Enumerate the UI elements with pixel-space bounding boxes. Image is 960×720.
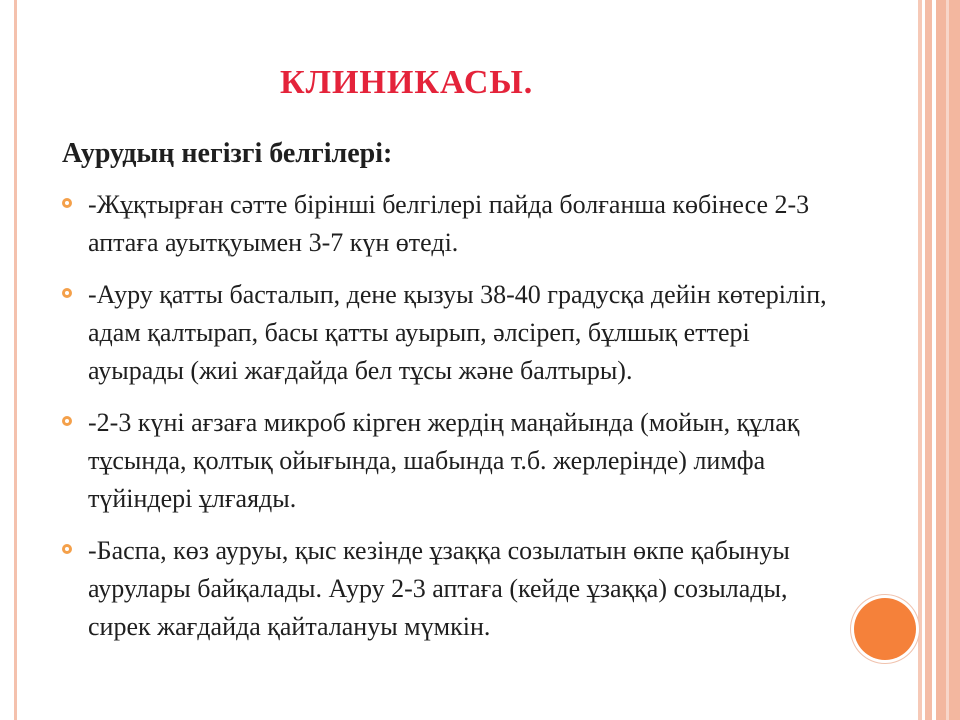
- hollow-circle-bullet-icon: [62, 416, 72, 426]
- bullet-list: [62, 186, 842, 660]
- bullet-item: [62, 186, 842, 262]
- bullet-text: -Баспа, көз ауруы, қыс кезінде ұзаққа созылатын өкпе қабынуы аурулары байқалады. Ауру 2-3 аптаға (кейде ұзаққа) созылады, сирек жағдайда қайталануы мүмкін.: [88, 536, 790, 641]
- bullet-text: -Жұқтырған сәтте бірінші белгілері пайда болғанша көбінесе 2-3 аптаға ауытқуымен 3-7 күн өтеді.: [88, 190, 810, 257]
- hollow-circle-bullet-icon: [62, 544, 72, 554]
- bullet-text: -2-3 күні ағзаға микроб кірген жердің маңайында (мойын, құлақ тұсында, қолтық ойығында, шабында т.б. жерлерінде) лимфа түйіндері ұлғаяды.: [88, 408, 800, 513]
- bullet-item: [62, 532, 842, 646]
- orange-circle-decoration: [854, 598, 916, 660]
- slide-title: КЛИНИКАСЫ.: [280, 64, 534, 101]
- left-border-line: [14, 0, 17, 720]
- bullet-item: [62, 276, 842, 390]
- hollow-circle-bullet-icon: [62, 198, 72, 208]
- right-stripe-medium: [925, 0, 932, 720]
- bullet-text: -Ауру қатты басталып, дене қызуы 38-40 градусқа дейін көтеріліп, адам қалтырап, басы қатты ауырып, әлсіреп, бұлшық еттері ауырады (жиі жағдайда бел тұсы және балтыры).: [88, 280, 827, 385]
- slide-intro-heading: Аурудың негізгі белгілері:: [62, 138, 393, 169]
- right-stripe-highlight: [946, 0, 949, 720]
- hollow-circle-bullet-icon: [62, 288, 72, 298]
- right-stripe-thin: [918, 0, 922, 720]
- bullet-item: [62, 404, 842, 518]
